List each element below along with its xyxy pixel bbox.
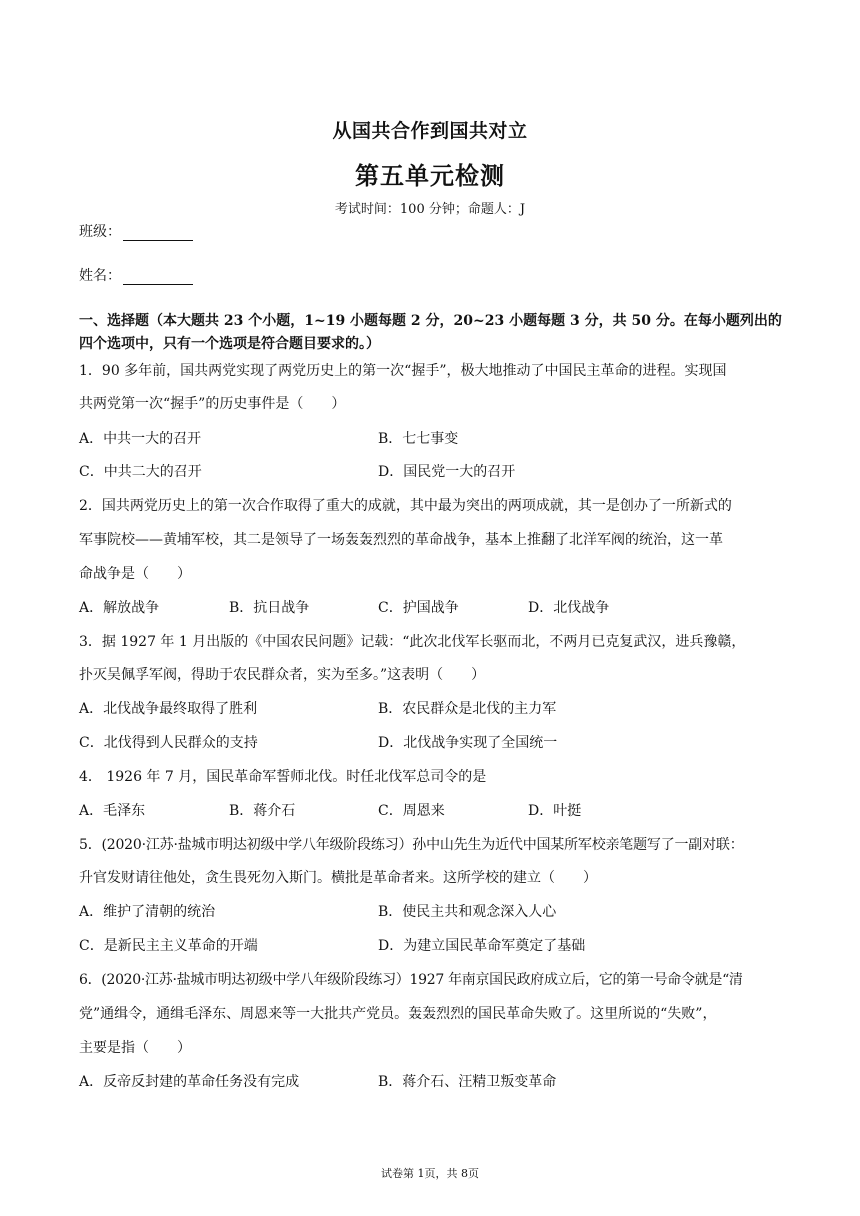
question-3-line1: 3．据 1927 年 1 月出版的《中国农民问题》记载：“此次北伐军长驱而北，不两月已克复武汉，进兵豫赣， — [79, 634, 746, 650]
question-2-line2: 军事院校——黄埔军校，其二是领导了一场轰轰烈烈的革命战争，基本上推翻了北洋军阀的统治，这一革 — [79, 532, 723, 548]
document-subtitle: 第五单元检测 — [355, 161, 505, 190]
option-c: C．周恩来 — [378, 803, 445, 819]
question-3-line2: 扑灭吴佩孚军阀，得助于农民群众者，实为至多。”这表明（ ） — [79, 667, 486, 683]
option-c: C．北伐得到人民群众的支持 — [79, 735, 258, 751]
option-a: A．北伐战争最终取得了胜利 — [79, 701, 258, 717]
question-2-line3: 命战争是（ ） — [79, 566, 191, 582]
option-a: A．维护了清朝的统治 — [79, 904, 216, 920]
option-b: B．农民群众是北伐的主力军 — [378, 701, 557, 717]
question-4-line1: 4． 1926 年 7 月，国民革命军誓师北伐。时任北伐军总司令的是 — [79, 769, 487, 785]
exam-meta: 考试时间：100 分钟；命题人：J — [334, 202, 526, 217]
option-d: D．为建立国民革命军奠定了基础 — [378, 938, 586, 954]
option-d: D．北伐战争 — [528, 600, 610, 616]
option-d: D．北伐战争实现了全国统一 — [378, 735, 558, 751]
question-5-line2: 升官发财请往他处，贪生畏死勿入斯门。横批是革命者来。这所学校的建立（ ） — [79, 870, 597, 886]
option-c: C．是新民主主义革命的开端 — [79, 938, 258, 954]
option-b: B．使民主共和观念深入人心 — [378, 904, 557, 920]
name-field — [79, 265, 193, 285]
section-header-line1: 一、选择题（本大题共 23 个小题，1~19 小题每题 2 分，20~23 小题每题 3 分，共 50 分。在每小题列出的 — [79, 313, 782, 329]
question-2-line1: 2．国共两党历史上的第一次合作取得了重大的成就，其中最为突出的两项成就，其一是创办了一所新式的 — [79, 498, 732, 514]
class-field — [79, 221, 193, 241]
option-a: A．解放战争 — [79, 600, 160, 616]
option-c: C．护国战争 — [378, 600, 459, 616]
option-b: B．蒋介石 — [229, 803, 296, 819]
class-label: 班级： — [79, 224, 121, 240]
question-6-line1: 6．(2020·江苏·盐城市明达初级中学八年级阶段练习）1927 年南京国民政府成立后，它的第一号命令就是“清 — [79, 972, 743, 988]
question-6-line2: 党”通缉令，通缉毛泽东、周恩来等一大批共产党员。轰轰烈烈的国民革命失败了。这里所说的“失败”， — [79, 1006, 717, 1022]
class-blank — [123, 226, 193, 241]
question-6-line3: 主要是指（ ） — [79, 1040, 191, 1056]
option-a: A．毛泽东 — [79, 803, 146, 819]
option-b: B．七七事变 — [378, 431, 459, 447]
option-d: D．叶挺 — [528, 803, 582, 819]
option-b: B．抗日战争 — [229, 600, 310, 616]
document-title: 从国共合作到国共对立 — [332, 120, 528, 142]
option-a: A．中共一大的召开 — [79, 431, 202, 447]
name-label: 姓名： — [79, 268, 121, 284]
question-5-line1: 5．(2020·江苏·盐城市明达初级中学八年级阶段练习）孙中山先生为近代中国某所军校亲笔题写了一副对联： — [79, 837, 744, 853]
section-header-line2: 四个选项中，只有一个选项是符合题目要求的。） — [79, 336, 380, 352]
option-c: C．中共二大的召开 — [79, 464, 202, 480]
page-footer: 试卷第 1页，共 8页 — [381, 1167, 479, 1180]
option-b: B．蒋介石、汪精卫叛变革命 — [378, 1074, 557, 1090]
question-1-line1: 1．90 多年前，国共两党实现了两党历史上的第一次“握手”，极大地推动了中国民主革命的进程。实现国 — [79, 363, 727, 379]
option-d: D．国民党一大的召开 — [378, 464, 516, 480]
question-1-line2: 共两党第一次“握手”的历史事件是（ ） — [79, 396, 346, 412]
option-a: A．反帝反封建的革命任务没有完成 — [79, 1074, 300, 1090]
name-blank — [123, 270, 193, 285]
